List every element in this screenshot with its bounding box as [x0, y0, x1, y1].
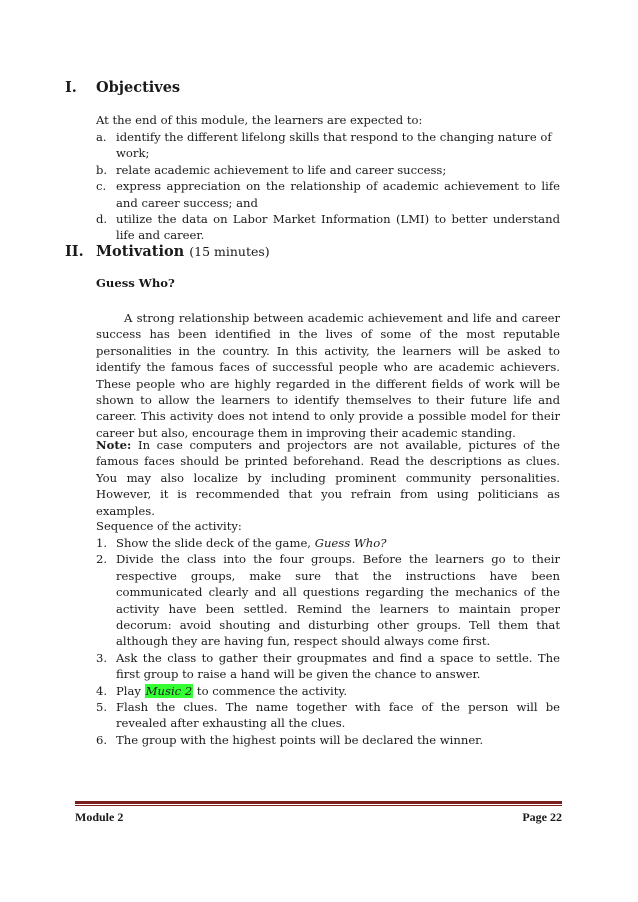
step-text-pre: Play: [116, 683, 145, 698]
objective-text: express appreciation on the relationship of academic achievement to life and career success; and: [116, 179, 560, 210]
section-1-number: I.: [65, 79, 77, 96]
activity-steps-list: [96, 535, 560, 748]
activity-subheading: Guess Who?: [96, 276, 175, 290]
list-marker: d.: [96, 212, 108, 227]
step-item: [96, 551, 560, 649]
section-2-number: II.: [65, 243, 84, 260]
footer-rule-thick: [75, 801, 562, 804]
step-text: The group with the highest points will be declared the winner.: [116, 732, 484, 747]
section-2-duration: (15 minutes): [189, 244, 270, 259]
objective-item: [96, 129, 560, 162]
step-item: [96, 699, 560, 732]
objective-item: [96, 178, 560, 211]
step-text: Ask the class to gather their groupmates and find a space to settle. The first group to raise a hand will be given the chance to answer.: [116, 650, 560, 682]
step-item: [96, 732, 560, 748]
section-2-title-text: Motivation: [96, 243, 185, 260]
list-marker: 3.: [96, 650, 108, 665]
step-item: [96, 650, 560, 683]
step-text: Show the slide deck of the game,: [116, 536, 315, 550]
step-text: Divide the class into the four groups. Before the learners go to their respective groups, make sure that the instructions have been communicated clearly and all questions regarding the mechanics of the activity have been settled. Remind the learners to maintain proper decorum: avoid shouting and disturbing other groups. Tell them that although they are having fun, respect should always come first.: [116, 552, 560, 649]
game-title: Guess Who?: [314, 536, 387, 550]
list-marker: c.: [96, 179, 107, 194]
music-highlight: Music 2: [145, 683, 193, 698]
list-marker: 1.: [96, 536, 108, 550]
step-text: Flash the clues. The name together with face of the person will be revealed after exhausting all the clues.: [116, 700, 560, 731]
section-2-title: [96, 243, 270, 260]
list-marker: 5.: [96, 700, 108, 715]
objectives-list: [96, 129, 560, 244]
note-label: Note:: [96, 438, 132, 452]
note-paragraph: [96, 437, 560, 519]
footer-page-number: Page 22: [522, 810, 562, 824]
section-1-title: Objectives: [96, 79, 181, 96]
footer-rule-thin: [75, 805, 562, 806]
sequence-intro: Sequence of the activity:: [96, 519, 242, 533]
objective-item: [96, 162, 560, 178]
note-text: In case computers and projectors are not available, pictures of the famous faces should be printed beforehand. Read the descriptions as clues. You may also localize by including prominent community personalities. However, it is recommended that you refrain from using politicians as examples.: [96, 438, 560, 518]
objectives-intro: At the end of this module, the learners are expected to:: [96, 113, 423, 127]
footer-module-label: Module 2: [75, 810, 124, 824]
list-marker: 2.: [96, 552, 108, 567]
objective-text: utilize the data on Labor Market Information (LMI) to better understand life and career.: [116, 212, 560, 243]
motivation-paragraph: A strong relationship between academic achievement and life and career success has been identified in the lives of some of the most reputable personalities in the country. In this activity, the learners will be asked to identify the famous faces of successful people who are academic achievers. These people who are highly regarded in the different fields of work will be shown to allow the learners to identify themselves to their future life and career. This activity does not intend to only provide a possible model for their career but also, encourage them in improving their academic standing.: [96, 311, 560, 440]
objective-item: [96, 211, 560, 244]
step-text-post: to commence the activity.: [193, 683, 348, 698]
list-marker: a.: [96, 130, 107, 144]
step-item: [96, 535, 560, 551]
objective-text: identify the different lifelong skills that respond to the changing nature of work;: [116, 130, 552, 161]
step-item: [96, 683, 560, 699]
list-marker: b.: [96, 162, 108, 177]
list-marker: 6.: [96, 732, 108, 747]
objective-text: relate academic achievement to life and career success;: [116, 162, 447, 177]
list-marker: 4.: [96, 683, 108, 698]
